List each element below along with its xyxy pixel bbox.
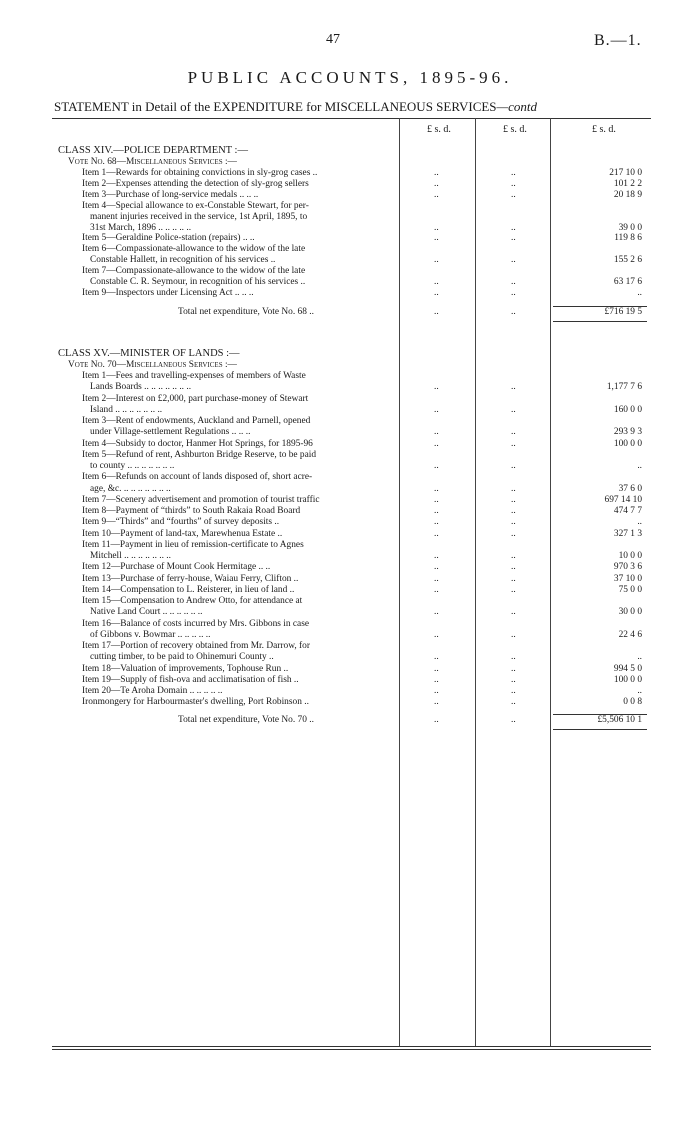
column-2-dots: ..	[511, 255, 516, 266]
line-text: cutting timber, to be paid to Ohinemuri County ..	[90, 652, 274, 663]
column-1-dots: ..	[434, 277, 439, 287]
column-1-dots: ..	[434, 222, 439, 233]
class15-line-4	[58, 405, 648, 416]
column-2-dots: ..	[511, 528, 516, 539]
column-1-dots: ..	[434, 404, 439, 415]
amount: 119 8 6	[614, 233, 642, 244]
class14-line-9	[58, 255, 648, 266]
line-text: under Village-settlement Regulations .. .. ..	[90, 427, 251, 438]
class15-line-16	[58, 540, 648, 551]
class15-heading	[58, 348, 648, 359]
line-text: Item 5—Refund of rent, Ashburton Bridge Reserve, to be paid	[82, 449, 317, 460]
line-text: Item 1—Rewards for obtaining convictions in sly-grog cases ..	[82, 168, 318, 178]
class15-line-19	[58, 574, 648, 585]
column-2-dots: ..	[511, 483, 516, 494]
class15-line-29	[58, 686, 648, 697]
amount: 970 3 6	[613, 562, 642, 573]
class15-line-27	[58, 664, 648, 675]
statement-subtitle	[54, 99, 654, 115]
column-2-dots: ..	[511, 427, 516, 438]
column-1-dots: ..	[434, 461, 439, 471]
line-text: Item 7—Scenery advertisement and promotion of tourist traffic	[82, 494, 320, 505]
line-text: Item 6—Compassionate-allowance to the widow of the late	[82, 244, 306, 255]
column-2-dots: ..	[511, 438, 516, 449]
column-header-3: £ s. d.	[592, 124, 616, 135]
amount: 30 0 0	[618, 607, 642, 618]
amount: 22 4 6	[618, 629, 642, 640]
column-1-dots: ..	[434, 506, 439, 516]
amount: 100 0 0	[613, 438, 642, 449]
line-text: Item 1—Fees and travelling-expenses of members of Waste	[82, 371, 306, 381]
class14-total	[58, 307, 648, 318]
column-2-dots: ..	[511, 506, 516, 516]
column-header-1: £ s. d.	[427, 124, 451, 135]
amount: ..	[637, 461, 642, 471]
column-2-dots: ..	[511, 461, 516, 471]
class15-line-30	[58, 697, 648, 708]
line-text: Item 5—Geraldine Police-station (repairs) .. ..	[82, 233, 255, 244]
column-2-dots: ..	[511, 629, 516, 640]
line-text: Item 3—Purchase of long-service medals .. .. ..	[82, 189, 259, 200]
amount: 37 6 0	[618, 483, 642, 494]
column-1-dots: ..	[434, 663, 439, 674]
line-text: Lands Boards .. .. .. .. .. .. ..	[90, 382, 192, 393]
column-1-dots: ..	[434, 674, 439, 685]
column-2-dots: ..	[511, 652, 516, 663]
subtitle-main: STATEMENT in Detail of the EXPENDITURE for MISCELLANEOUS SERVICES	[54, 99, 497, 114]
line-text: Island .. .. .. .. .. .. ..	[90, 404, 163, 415]
column-2-dots: ..	[511, 287, 516, 298]
column-1-dots: ..	[434, 233, 439, 244]
class15-line-12	[58, 495, 648, 506]
column-2-dots: ..	[511, 674, 516, 685]
column-2-dots: ..	[511, 494, 516, 505]
line-text: Item 17—Portion of recovery obtained from Mr. Darrow, for	[82, 641, 310, 651]
line-text: Native Land Court .. .. .. .. .. ..	[90, 607, 203, 618]
column-1-dots: ..	[434, 178, 439, 189]
column-1-dots: ..	[434, 427, 439, 438]
column-1-dots: ..	[434, 629, 439, 640]
class14-line-1	[58, 168, 648, 179]
column-1-dots: ..	[434, 551, 439, 561]
column-1-dots: ..	[434, 438, 439, 449]
line-text: Constable C. R. Seymour, in recognition of his services ..	[90, 277, 306, 287]
line-text: Mitchell .. .. .. .. .. .. ..	[90, 551, 171, 561]
class14-line-12	[58, 288, 648, 299]
class14-vote-heading	[58, 157, 648, 168]
class14-line-11	[58, 277, 648, 288]
class15-line-22	[58, 607, 648, 618]
class14-line-2	[58, 179, 648, 190]
class14-line-4	[58, 201, 648, 212]
amount: 155 2 6	[613, 255, 642, 266]
amount: 10 0 0	[618, 551, 642, 561]
column-1-dots: ..	[434, 714, 439, 725]
column-2-dots: ..	[511, 686, 516, 696]
line-text: Item 19—Supply of fish-ova and acclimatisation of fish ..	[82, 674, 299, 685]
column-2-dots: ..	[511, 306, 516, 317]
amount: ..	[637, 686, 642, 696]
column-1-dots: ..	[434, 255, 439, 266]
column-2-dots: ..	[511, 168, 516, 178]
line-text: to county .. .. .. .. .. .. ..	[90, 461, 175, 471]
line-text: of Gibbons v. Bowmar .. .. .. .. ..	[90, 629, 211, 640]
column-2-dots: ..	[511, 714, 516, 725]
column-1-dots: ..	[434, 494, 439, 505]
line-text: Item 20—Te Aroha Domain .. .. .. .. ..	[82, 686, 223, 696]
line-text: Item 11—Payment in lieu of remission-certificate to Agnes	[82, 539, 304, 550]
column-2-dots: ..	[511, 277, 516, 287]
class15-line-25	[58, 641, 648, 652]
amount: ..	[637, 517, 642, 528]
line-text: Item 18—Valuation of improvements, Tophouse Run ..	[82, 663, 289, 674]
class14-heading	[58, 145, 648, 156]
amount: 101 2 2	[613, 178, 642, 189]
column-1-dots: ..	[434, 483, 439, 494]
amount: 75 0 0	[618, 584, 642, 595]
column-2-dots: ..	[511, 551, 516, 561]
amount: 37 10 0	[613, 573, 642, 584]
table-bottom-rule	[52, 1049, 651, 1050]
column-2-dots: ..	[511, 178, 516, 189]
column-2-dots: ..	[511, 517, 516, 528]
column-2-dots: ..	[511, 584, 516, 595]
line-text: Vote No. 68—Miscellaneous Services :—	[68, 157, 237, 167]
line-text: Item 3—Rent of endowments, Auckland and Parnell, opened	[82, 416, 311, 426]
column-1-dots: ..	[434, 287, 439, 298]
class15-line-20	[58, 585, 648, 596]
line-text: Item 8—Payment of “thirds” to South Rakaia Road Board	[82, 506, 301, 516]
line-text: Vote No. 70—Miscellaneous Services :—	[68, 360, 237, 370]
line-text: Item 16—Balance of costs incurred by Mrs. Gibbons in case	[82, 618, 310, 629]
column-1-dots: ..	[434, 562, 439, 573]
amount: 1,177 7 6	[606, 382, 642, 393]
class15-line-1	[58, 371, 648, 382]
class14-line-8	[58, 244, 648, 255]
class15-line-23	[58, 619, 648, 630]
line-text: Item 14—Compensation to L. Reisterer, in lieu of land ..	[82, 584, 295, 595]
amount: 39 0 0	[618, 222, 642, 233]
class15-line-10	[58, 472, 648, 483]
class15-line-15	[58, 529, 648, 540]
class15-line-28	[58, 675, 648, 686]
line-text: Total net expenditure, Vote No. 70 ..	[178, 714, 314, 725]
line-text: Item 2—Interest on £2,000, part purchase-money of Stewart	[82, 393, 309, 404]
class15-line-7	[58, 439, 648, 450]
amount: £5,506 10 1	[597, 714, 642, 725]
line-text: Item 12—Purchase of Mount Cook Hermitage .. ..	[82, 562, 271, 573]
column-2-dots: ..	[511, 382, 516, 393]
class15-line-17	[58, 551, 648, 562]
class15-line-24	[58, 630, 648, 641]
column-1-dots: ..	[434, 517, 439, 528]
class15-line-11	[58, 484, 648, 495]
line-text: Item 15—Compensation to Andrew Otto, for attendance at	[82, 596, 303, 606]
class15-line-13	[58, 506, 648, 517]
class15-total	[58, 715, 648, 726]
column-2-dots: ..	[511, 663, 516, 674]
column-1-dots: ..	[434, 697, 439, 708]
subtitle-contd: —contd	[496, 99, 537, 114]
line-text: Item 7—Compassionate-allowance to the widow of the late	[82, 266, 306, 277]
class14-line-6	[58, 223, 648, 234]
class15-line-5	[58, 416, 648, 427]
line-text: manent injuries received in the service, 1st April, 1895, to	[90, 211, 308, 222]
column-2-dots: ..	[511, 562, 516, 573]
column-2-dots: ..	[511, 233, 516, 244]
line-text: CLASS XIV.—POLICE DEPARTMENT :—	[58, 145, 248, 156]
class15-line-21	[58, 596, 648, 607]
column-header-2: £ s. d.	[503, 124, 527, 135]
line-text: Ironmongery for Harbourmaster's dwelling, Port Robinson ..	[82, 697, 309, 708]
line-text: Item 9—Inspectors under Licensing Act .. .. ..	[82, 287, 254, 298]
column-1-dots: ..	[434, 652, 439, 663]
line-text: Item 4—Special allowance to ex-Constable Stewart, for per-	[82, 200, 309, 211]
column-1-dots: ..	[434, 189, 439, 200]
line-text: 31st March, 1896 .. .. .. .. ..	[90, 222, 192, 233]
class15-line-6	[58, 427, 648, 438]
column-2-dots: ..	[511, 607, 516, 618]
amount: ..	[637, 287, 642, 298]
amount: ..	[637, 652, 642, 663]
class15-vote-heading	[58, 360, 648, 371]
line-text: Item 4—Subsidy to doctor, Hanmer Hot Springs, for 1895-96	[82, 438, 313, 449]
class15-line-3	[58, 394, 648, 405]
amount: 474 7 7	[613, 506, 642, 516]
amount: 160 0 0	[613, 404, 642, 415]
column-1-dots: ..	[434, 306, 439, 317]
class14-line-7	[58, 233, 648, 244]
page-reference: B.—1.	[594, 32, 642, 49]
page-number: 47	[326, 32, 340, 47]
line-text: Constable Hallett, in recognition of his services ..	[90, 255, 276, 266]
class14-line-3	[58, 190, 648, 201]
amount: 217 10 0	[609, 168, 642, 178]
column-2-dots: ..	[511, 697, 516, 708]
class15-line-14	[58, 517, 648, 528]
amount: £716 19 5	[604, 306, 642, 317]
line-text: Item 13—Purchase of ferry-house, Waiau Ferry, Clifton ..	[82, 573, 299, 584]
class15-line-26	[58, 652, 648, 663]
column-1-dots: ..	[434, 584, 439, 595]
line-text: CLASS XV.—MINISTER OF LANDS :—	[58, 348, 240, 359]
column-1-dots: ..	[434, 382, 439, 393]
column-2-dots: ..	[511, 573, 516, 584]
amount: 994 5 0	[613, 663, 642, 674]
line-text: Item 6—Refunds on account of lands disposed of, short acre-	[82, 472, 313, 483]
page-title: PUBLIC ACCOUNTS, 1895-96.	[187, 68, 513, 87]
amount: 293 9 3	[613, 427, 642, 438]
class14-line-10	[58, 266, 648, 277]
class15-line-8	[58, 450, 648, 461]
column-2-dots: ..	[511, 404, 516, 415]
class14-line-5	[58, 212, 648, 223]
line-text: Total net expenditure, Vote No. 68 ..	[178, 306, 314, 317]
line-text: age, &c. .. .. .. .. .. .. ..	[90, 483, 171, 494]
amount: 327 1 3	[613, 528, 642, 539]
column-1-dots: ..	[434, 686, 439, 696]
line-text: Item 10—Payment of land-tax, Marewhenua Estate ..	[82, 528, 283, 539]
class15-line-9	[58, 461, 648, 472]
column-2-dots: ..	[511, 189, 516, 200]
line-text: Item 2—Expenses attending the detection of sly-grog sellers	[82, 178, 309, 189]
class15-line-18	[58, 562, 648, 573]
column-1-dots: ..	[434, 573, 439, 584]
amount: 100 0 0	[613, 674, 642, 685]
column-2-dots: ..	[511, 222, 516, 233]
column-1-dots: ..	[434, 607, 439, 618]
amount: 63 17 6	[613, 277, 642, 287]
class15-line-2	[58, 382, 648, 393]
amount: 697 14 10	[604, 494, 642, 505]
amount: 20 18 9	[613, 189, 642, 200]
line-text: Item 9—“Thirds” and “fourths” of survey deposits ..	[82, 517, 280, 528]
column-1-dots: ..	[434, 168, 439, 178]
amount: 0 0 8	[623, 697, 642, 708]
column-1-dots: ..	[434, 528, 439, 539]
